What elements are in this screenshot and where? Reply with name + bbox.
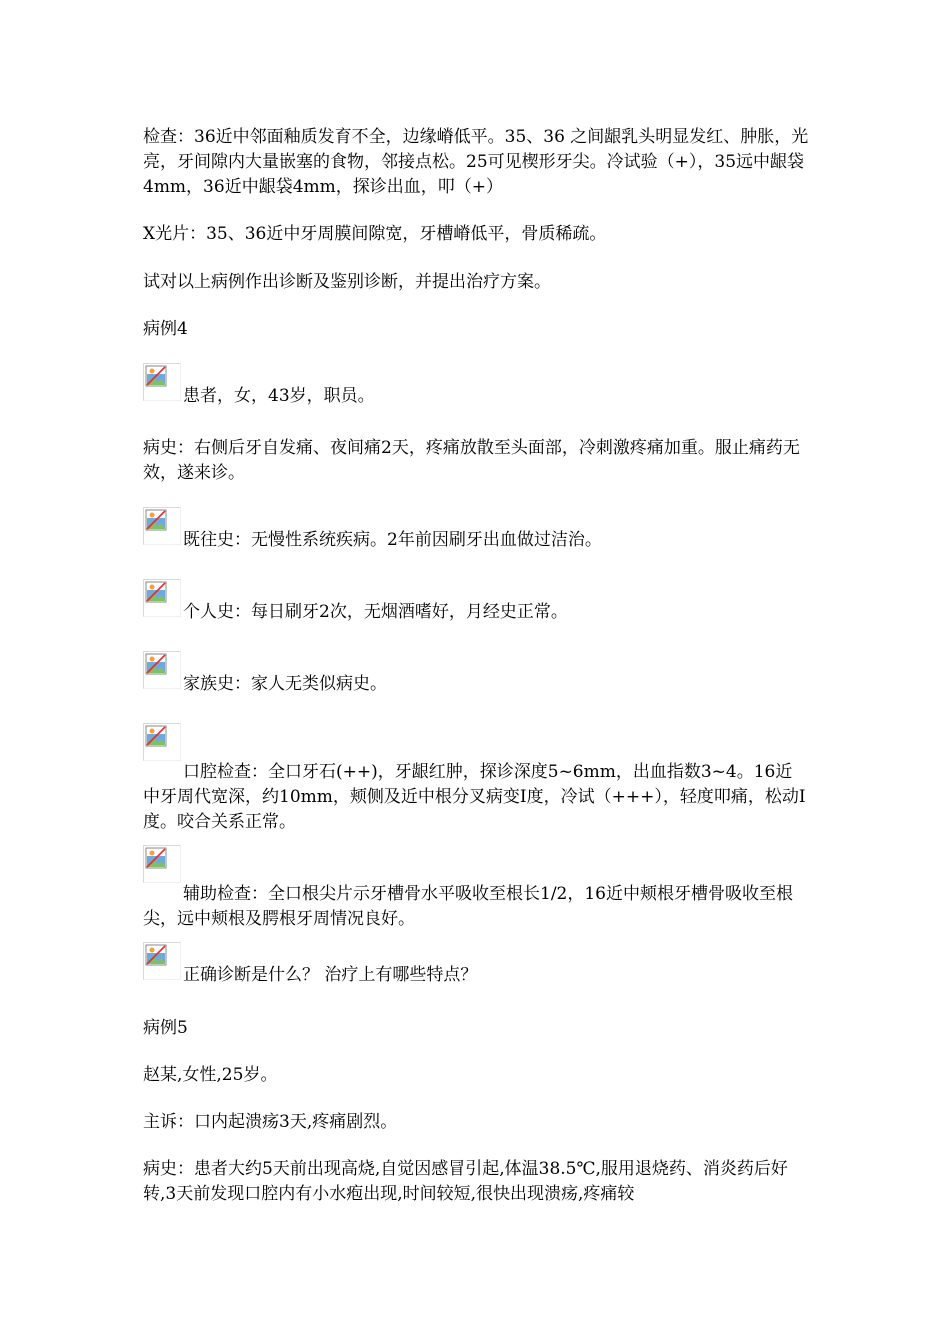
broken-image-icon bbox=[143, 579, 181, 617]
broken-image-icon bbox=[143, 507, 181, 545]
case5-history: 病史：患者大约5天前出现高烧,自觉因感冒引起,体温38.5℃,服用退烧药、消炎药后好转,3天前发现口腔内有小水疱出现,时间较短,很快出现溃疡,疼痛较 bbox=[143, 1159, 788, 1204]
broken-image-icon bbox=[143, 363, 181, 401]
case4-title: 病例4 bbox=[143, 319, 188, 339]
broken-image-icon bbox=[143, 723, 181, 761]
case5-title: 病例5 bbox=[143, 1018, 188, 1038]
broken-image-icon bbox=[143, 651, 181, 689]
case5-patient: 赵某,女性,25岁。 bbox=[143, 1065, 278, 1085]
case4-aux-exam: 辅助检查：全口根尖片示牙槽骨水平吸收至根长1/2，16近中颊根牙槽骨吸收至根尖，远中颊根及腭根牙周情况良好。 bbox=[143, 884, 793, 929]
xray-paragraph: X光片：35、36近中牙周膜间隙宽，牙槽嵴低平，骨质稀疏。 bbox=[143, 224, 607, 244]
task-paragraph: 试对以上病例作出诊断及鉴别诊断，并提出治疗方案。 bbox=[143, 272, 551, 292]
case4-patient: 患者，女，43岁，职员。 bbox=[183, 386, 375, 406]
case5-complaint: 主诉：口内起溃疡3天,疼痛剧烈。 bbox=[143, 1112, 398, 1132]
case4-past-history: 既往史：无慢性系统疾病。2年前因刷牙出血做过洁治。 bbox=[183, 530, 602, 550]
case4-question: 正确诊断是什么？ 治疗上有哪些特点？ bbox=[183, 965, 478, 985]
case4-family-history: 家族史：家人无类似病史。 bbox=[183, 674, 387, 694]
case4-history: 病史：右侧后牙自发痛、夜间痛2天，疼痛放散至头面部，冷刺激疼痛加重。服止痛药无效，遂来诊。 bbox=[143, 438, 800, 483]
broken-image-icon bbox=[143, 845, 181, 883]
case4-personal-history: 个人史：每日刷牙2次，无烟酒嗜好，月经史正常。 bbox=[183, 602, 568, 622]
broken-image-icon bbox=[143, 942, 181, 980]
exam-paragraph: 检查：36近中邻面釉质发育不全，边缘嵴低平。35、36 之间龈乳头明显发红、肿胀，光亮，牙间隙内大量嵌塞的食物，邻接点松。25可见楔形牙尖。冷试验（+），35远中龈袋4mm，36近中龈袋4mm，探诊出血，叩（+） bbox=[143, 127, 809, 197]
case4-oral-exam: 口腔检查：全口牙石(++)，牙龈红肿，探诊深度5~6mm，出血指数3~4。16近中牙周代宽深，约10mm，颊侧及近中根分叉病变Ⅰ度，冷试（+++），轻度叩痛，松动Ⅰ度。咬合关系正常。 bbox=[143, 762, 806, 832]
